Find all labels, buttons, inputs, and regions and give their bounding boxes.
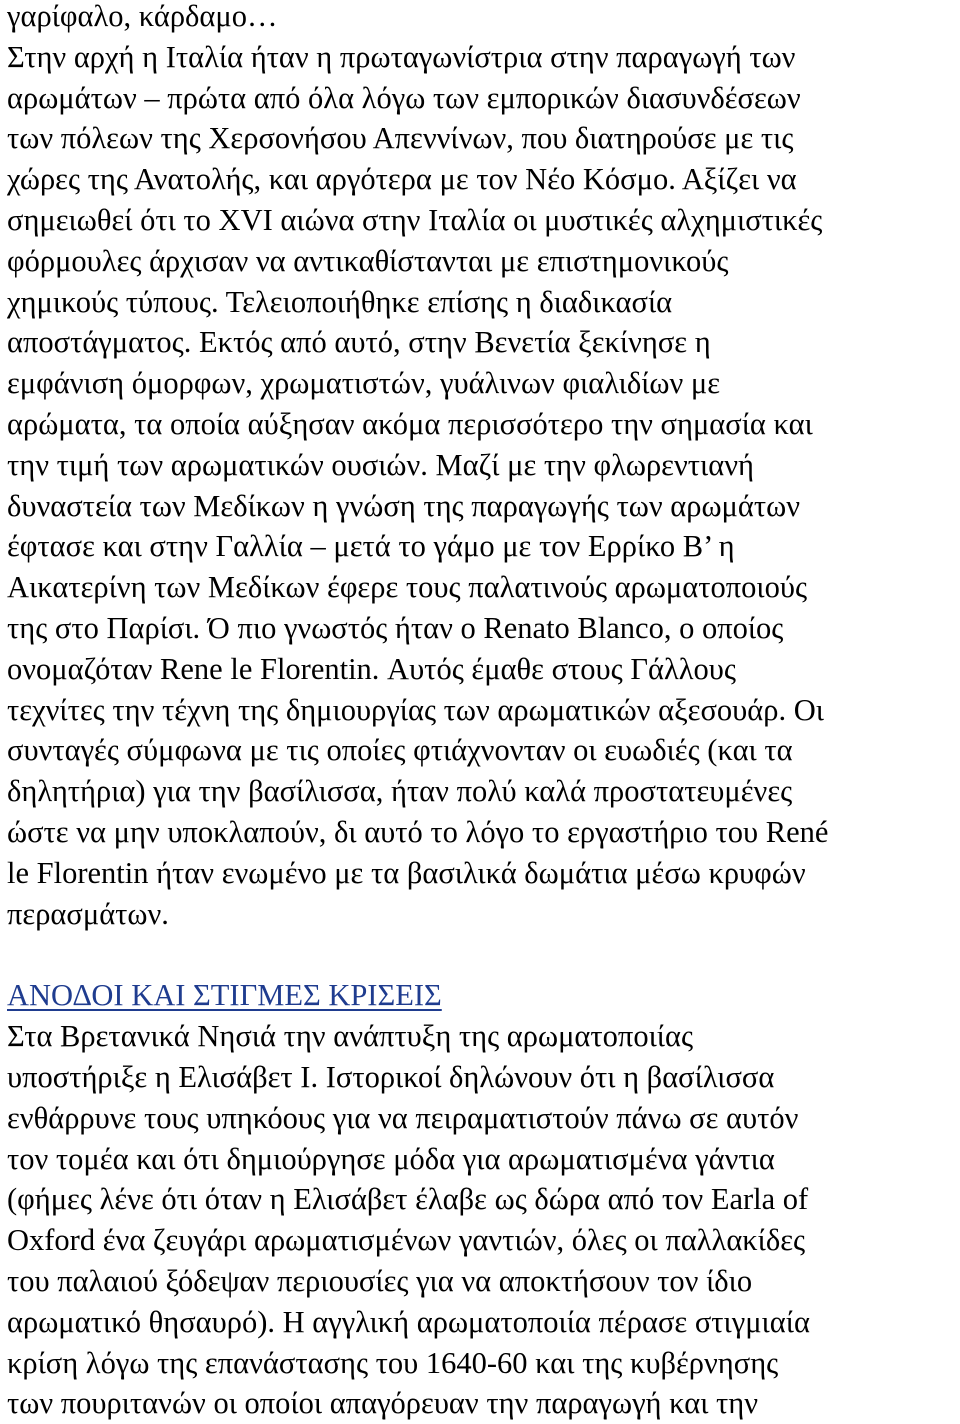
text-line: των πουριτανών οι οποίοι απαγόρευαν την παραγωγή και την — [7, 1386, 759, 1421]
text-line: σημειωθεί ότι το XVI αιώνα στην Ιταλία οι μυστικές αλχημιστικές — [7, 202, 823, 237]
text-line: περασμάτων. — [7, 896, 169, 931]
text-line: υποστήριξε η Ελισάβετ Ι. Ιστορικοί δηλώνουν ότι η βασίλισσα — [7, 1059, 775, 1094]
text-line: δυναστεία των Μεδίκων η γνώση της παραγωγής των αρωμάτων — [7, 488, 800, 523]
text-line: ενθάρρυνε τους υπηκόους για να πειραματιστούν πάνω σε αυτόν — [7, 1100, 799, 1135]
text-line: αρώματα, τα οποία αύξησαν ακόμα περισσότερο την σημασία και — [7, 406, 813, 441]
text-line: αποστάγματος. Εκτός από αυτό, στην Βενετία ξεκίνησε η — [7, 325, 711, 360]
text-line: le Florentin ήταν ενωμένο με τα βασιλικά δωμάτια μέσω κρυφών — [7, 855, 806, 890]
text-line: γαρίφαλο, κάρδαμο… — [7, 0, 278, 33]
text-line: εμφάνιση όμορφων, χρωματιστών, γυάλινων φιαλιδίων με — [7, 366, 721, 401]
text-line: την τιμή των αρωματικών ουσιών. Μαζί με την φλωρεντιανή — [7, 447, 754, 482]
text-line: τον τομέα και ότι δημιούργησε μόδα για αρωματισμένα γάντια — [7, 1141, 775, 1176]
text-line: Στην αρχή η Ιταλία ήταν η πρωταγωνίστρια στην παραγωγή των — [7, 39, 796, 74]
paragraph-perfume-italy — [7, 0, 960, 934]
text-line: συνταγές σύμφωνα με τις οποίες φτιάχνονταν οι ευωδιές (και τα — [7, 733, 793, 768]
text-line: χημικούς τύπους. Τελειοποιήθηκε επίσης η διαδικασία — [7, 284, 673, 319]
text-line: (φήμες λένε ότι όταν η Ελισάβετ έλαβε ως δώρα από τον Earla of — [7, 1182, 809, 1217]
text-line: Oxford ένα ζευγάρι αρωματισμένων γαντιών, όλες οι παλλακίδες — [7, 1223, 806, 1258]
paragraph-spacer — [7, 934, 960, 975]
text-line: κρίση λόγω της επανάστασης του 1640-60 και της κυβέρνησης — [7, 1345, 779, 1380]
text-line: του παλαιού ξόδεψαν περιουσίες για να αποκτήσουν τον ίδιο — [7, 1263, 753, 1298]
section-heading: ΑΝΟΔΟΙ ΚΑΙ ΣΤΙΓΜΕΣ ΚΡΙΣΕΙΣ — [7, 978, 442, 1013]
text-line: της στο Παρίσι. Ό πιο γνωστός ήταν ο Renato Blanco, ο οποίος — [7, 610, 784, 645]
text-line: ονομαζόταν Rene le Florentin. Αυτός έμαθε στους Γάλλους — [7, 651, 736, 686]
text-line: έφτασε και στην Γαλλία – μετά το γάμο με τον Ερρίκο Β’ η — [7, 529, 735, 564]
text-line: Αικατερίνη των Μεδίκων έφερε τους παλατινούς αρωματοποιούς — [7, 570, 808, 605]
text-line: τεχνίτες την τέχνη της δημιουργίας των αρωματικών αξεσουάρ. Οι — [7, 692, 824, 727]
text-line: ώστε να μην υποκλαπούν, δι αυτό το λόγο το εργαστήριο του René — [7, 814, 829, 849]
paragraph-perfume-britain — [7, 1016, 960, 1424]
text-line: των πόλεων της Χερσονήσου Απεννίνων, που διατηρούσε με τις — [7, 121, 794, 156]
text-line: αρωματικό θησαυρό). Η αγγλική αρωματοποιία πέρασε στιγμιαία — [7, 1304, 810, 1339]
text-line: αρωμάτων – πρώτα από όλα λόγω των εμπορικών διασυνδέσεων — [7, 80, 801, 115]
text-line: δηλητήρια) για την βασίλισσα, ήταν πολύ καλά προστατευμένες — [7, 774, 793, 809]
text-line: Στα Βρετανικά Νησιά την ανάπτυξη της αρωματοποιίας — [7, 1019, 694, 1054]
text-line: χώρες της Ανατολής, και αργότερα με τον Νέο Κόσμο. Αξίζει να — [7, 162, 797, 197]
text-line: φόρμουλες άρχισαν να αντικαθίστανται με επιστημονικούς — [7, 243, 729, 278]
